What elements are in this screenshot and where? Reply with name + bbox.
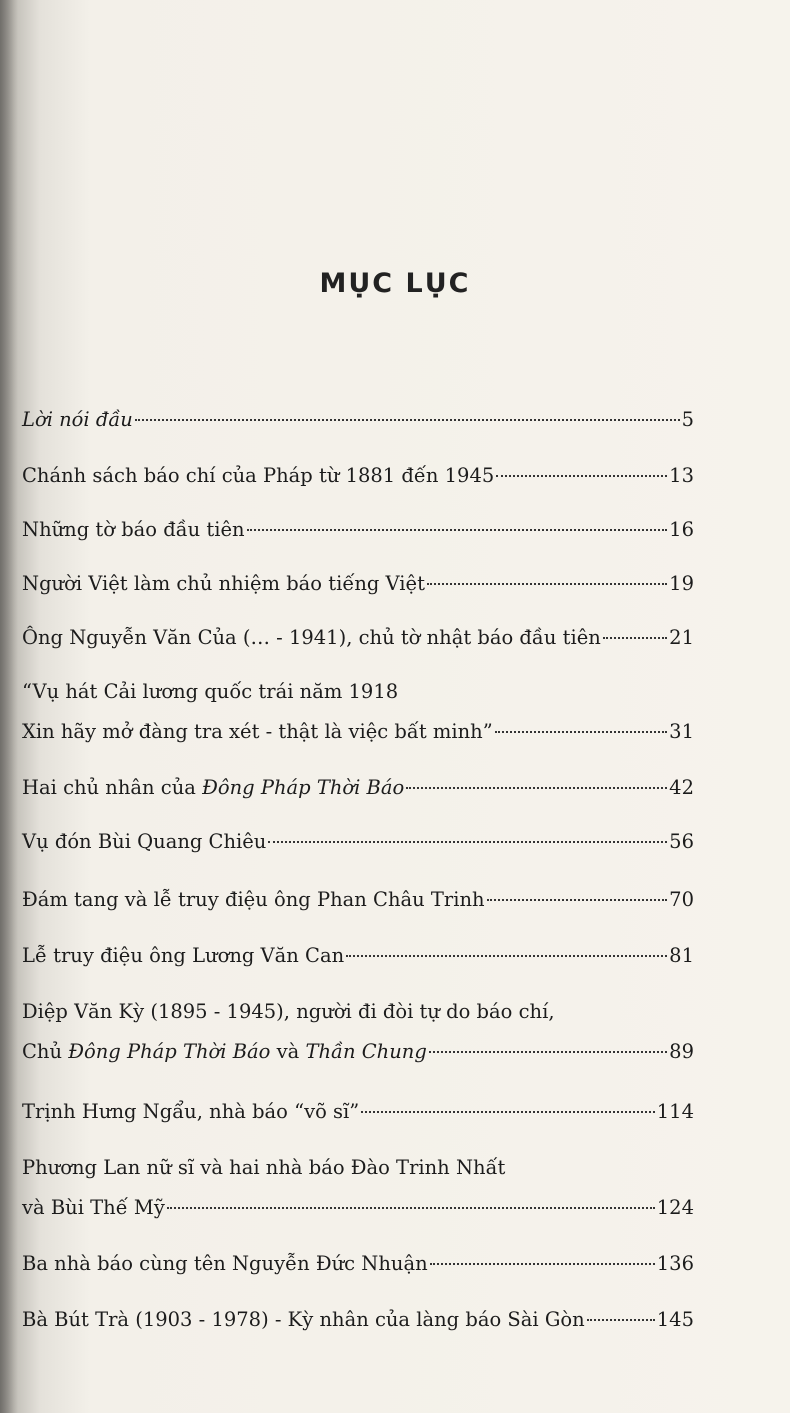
toc-entry-page: 13 — [669, 464, 694, 487]
toc-entry-title: Chánh sách báo chí của Pháp từ 1881 đến 1945 — [22, 464, 495, 487]
leader-dots — [135, 419, 680, 421]
toc-entry-title: Lời nói đầu — [22, 408, 133, 431]
toc-entry-page: 70 — [669, 888, 694, 911]
toc-entry-title: Người Việt làm chủ nhiệm báo tiếng Việt — [22, 572, 425, 595]
toc-entry-page: 124 — [656, 1196, 694, 1219]
toc-entry — [22, 886, 694, 914]
toc-entry-title-line-2 — [22, 1038, 427, 1066]
toc-entry-page: 42 — [669, 776, 694, 799]
toc-entry-page: 56 — [669, 830, 694, 853]
toc-entry — [22, 1306, 694, 1334]
toc-entry — [22, 624, 694, 652]
toc-entry-page: 31 — [669, 720, 694, 743]
toc-entry — [22, 406, 694, 434]
toc-entry-title: Trịnh Hưng Ngẩu, nhà báo “võ sĩ” — [22, 1100, 360, 1123]
toc-entry-title: Bà Bút Trà (1903 - 1978) - Kỳ nhân của làng báo Sài Gòn — [22, 1308, 585, 1331]
toc-entry-page: 114 — [656, 1100, 694, 1123]
leader-dots — [495, 731, 667, 733]
leader-dots — [587, 1319, 655, 1321]
toc-entry — [22, 462, 694, 490]
toc-entry-title-italic: Đông Pháp Thời Báo — [202, 776, 405, 799]
toc-entry-title: Ông Nguyễn Văn Của (… - 1941), chủ tờ nhật báo đầu tiên — [22, 626, 601, 649]
toc-entry-title-line-1: “Vụ hát Cải lương quốc trái năm 1918 — [22, 680, 399, 703]
toc-entry-title: Đám tang và lễ truy điệu ông Phan Châu Trinh — [22, 888, 485, 911]
leader-dots — [429, 1051, 667, 1053]
toc-entry-page: 5 — [681, 408, 694, 431]
toc-entry-page: 19 — [669, 572, 694, 595]
toc-entry-page: 81 — [669, 944, 694, 967]
toc-entry — [22, 718, 694, 746]
leader-dots — [406, 787, 667, 789]
title-part: và — [270, 1040, 306, 1063]
toc-entry-page: 136 — [656, 1252, 694, 1275]
toc-entry-title-plain: Hai chủ nhân của — [22, 776, 203, 799]
leader-dots — [361, 1111, 655, 1113]
toc-entry — [22, 828, 694, 856]
title-part-italic: Đông Pháp Thời Báo — [68, 1040, 271, 1063]
toc-entry-title: Vụ đón Bùi Quang Chiêu — [22, 830, 267, 853]
toc-entry-page: 145 — [656, 1308, 694, 1331]
toc-entry-title: Lễ truy điệu ông Lương Văn Can — [22, 944, 345, 967]
toc-entry-page: 21 — [669, 626, 694, 649]
leader-dots — [496, 475, 667, 477]
page-title: MỤC LỤC — [319, 268, 471, 299]
toc-entry-title-line-2: và Bùi Thế Mỹ — [22, 1196, 165, 1219]
toc-entry — [22, 1038, 694, 1066]
toc-entry — [22, 1250, 694, 1278]
leader-dots — [487, 899, 668, 901]
leader-dots — [247, 529, 668, 531]
toc-entry — [22, 1098, 694, 1126]
leader-dots — [346, 955, 667, 957]
leader-dots — [427, 583, 667, 585]
leader-dots — [268, 841, 667, 843]
toc-entry — [22, 1194, 694, 1222]
toc-entry-page: 89 — [669, 1040, 694, 1063]
leader-dots — [603, 637, 667, 639]
toc-entry-title: Những tờ báo đầu tiên — [22, 518, 245, 541]
toc-entry-title: Ba nhà báo cùng tên Nguyễn Đức Nhuận — [22, 1252, 428, 1275]
toc-entry — [22, 570, 694, 598]
toc-entry-page: 16 — [669, 518, 694, 541]
toc-entry — [22, 516, 694, 544]
toc-entry-title-line-1: Phương Lan nữ sĩ và hai nhà báo Đào Trinh Nhất — [22, 1156, 506, 1179]
title-part-italic: Thần Chung — [305, 1040, 427, 1063]
leader-dots — [167, 1207, 655, 1209]
toc-entry — [22, 942, 694, 970]
toc-entry — [22, 774, 694, 802]
toc-entry-title — [22, 774, 404, 802]
title-part: Chủ — [22, 1040, 69, 1063]
toc-entry-title-line-2: Xin hãy mở đàng tra xét - thật là việc bất minh” — [22, 720, 493, 743]
toc-entry-title-line-1: Diệp Văn Kỳ (1895 - 1945), người đi đòi tự do báo chí, — [22, 1000, 555, 1023]
leader-dots — [430, 1263, 655, 1265]
spine-shadow — [0, 0, 18, 1413]
